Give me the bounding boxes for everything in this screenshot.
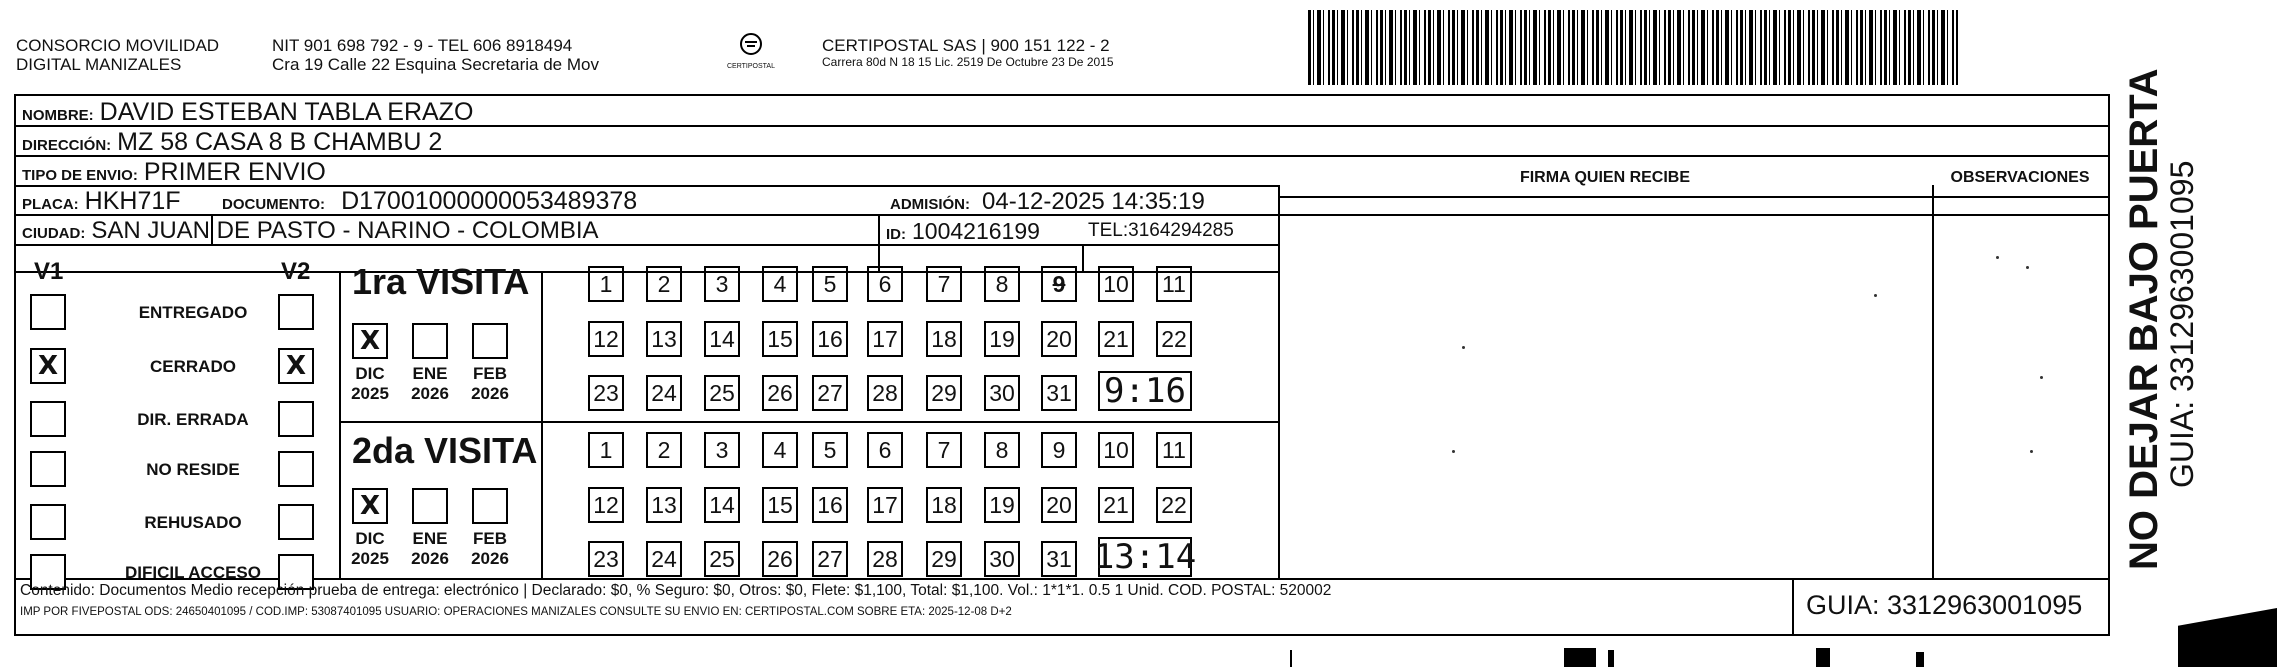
day-box[interactable] [704, 487, 740, 523]
v1-mark: X [37, 351, 59, 381]
placa-value: HKH71F [84, 187, 181, 215]
side-warning: NO DEJAR BAJO PUERTA [2122, 68, 2166, 570]
courier-line1: CERTIPOSTAL SAS | 900 151 122 - 2 [822, 36, 1110, 55]
status-label: DIR. ERRADA [137, 410, 249, 429]
day-box[interactable] [984, 432, 1020, 468]
day-number: 26 [767, 379, 793, 406]
day-number: 27 [817, 379, 843, 406]
status-label: CERRADO [150, 357, 236, 376]
month-mark [414, 490, 446, 522]
day-number: 8 [995, 436, 1009, 463]
admision-row [890, 188, 1205, 216]
day-number: 19 [989, 325, 1015, 352]
day-number: 7 [937, 270, 951, 297]
day-number: 21 [1103, 491, 1129, 518]
v2-mark: X [285, 351, 307, 381]
v2-mark [280, 506, 312, 538]
status-label: DIFICIL ACCESO [124, 563, 261, 582]
month-year: 2025 [351, 384, 389, 403]
day-box[interactable] [1041, 321, 1077, 357]
direccion-label: DIRECCIÓN: [22, 137, 112, 154]
day-box[interactable] [646, 375, 682, 411]
day-number: 9 [1052, 270, 1066, 297]
month-checkbox[interactable] [472, 488, 508, 524]
month-year: 2026 [411, 549, 449, 568]
firma-label: FIRMA QUIEN RECIBE [1519, 169, 1691, 186]
v1-mark [32, 403, 64, 435]
documento-value: D17001000000053489378 [341, 187, 638, 215]
day-box[interactable] [867, 375, 903, 411]
day-box[interactable] [588, 541, 624, 577]
month-mark [474, 490, 506, 522]
day-number: 16 [817, 491, 843, 518]
day-box[interactable] [1098, 321, 1134, 357]
day-number: 23 [593, 379, 619, 406]
ciudad-label: CIUDAD: [22, 225, 86, 242]
day-box[interactable] [762, 432, 798, 468]
day-number: 2 [657, 436, 671, 463]
status-label: NO RESIDE [146, 460, 240, 479]
direccion-value: MZ 58 CASA 8 B CHAMBU 2 [117, 128, 443, 156]
day-number: 3 [715, 436, 729, 463]
admision-value: 04-12-2025 14:35:19 [982, 188, 1205, 215]
day-box[interactable] [812, 432, 848, 468]
day-box[interactable] [812, 266, 848, 302]
v2-label: V2 [281, 258, 311, 285]
month-checkbox[interactable] [352, 323, 388, 359]
documento-row [222, 187, 637, 216]
day-box[interactable] [984, 266, 1020, 302]
footer-guia: GUIA: 3312963001095 [1806, 590, 2083, 620]
day-box[interactable] [588, 266, 624, 302]
day-box[interactable] [1098, 432, 1134, 468]
day-box[interactable] [984, 321, 1020, 357]
day-box[interactable] [646, 432, 682, 468]
id-label: ID: [886, 226, 906, 243]
side-guia: GUIA: 3312963001095 [2164, 160, 2200, 488]
placa-label: PLACA: [22, 196, 79, 213]
v2-mark [280, 403, 312, 435]
day-number: 24 [651, 379, 677, 406]
day-number: 28 [872, 379, 898, 406]
day-number: 20 [1046, 325, 1072, 352]
company-contact [272, 36, 599, 74]
day-number: 10 [1103, 436, 1129, 463]
company-line2: DIGITAL MANIZALES [16, 55, 182, 74]
ciudad-row [22, 217, 599, 245]
month-label [406, 529, 454, 569]
day-number: 15 [767, 491, 793, 518]
day-box[interactable] [984, 375, 1020, 411]
day-number: 29 [931, 545, 957, 572]
month-year: 2026 [471, 384, 509, 403]
day-number: 31 [1046, 379, 1072, 406]
day-box[interactable] [646, 266, 682, 302]
day-box[interactable] [704, 432, 740, 468]
day-box[interactable] [984, 487, 1020, 523]
day-number: 15 [767, 325, 793, 352]
day-box[interactable] [812, 487, 848, 523]
day-number: 30 [989, 379, 1015, 406]
visit-time[interactable]: 9:16 [1098, 371, 1192, 411]
day-number: 12 [593, 325, 619, 352]
day-number: 29 [931, 379, 957, 406]
day-number: 24 [651, 545, 677, 572]
day-box[interactable] [867, 266, 903, 302]
footer-line2: IMP POR FIVEPOSTAL ODS: 24650401095 / COD.IMP: 53087401095 USUARIO: OPERACIONES MANIZALES CONSULTE SU ENVIO EN: CERTIPOSTAL.COM SOBRE ETA: 2025-12-08 D+2 [20, 606, 1012, 618]
v2-checkbox[interactable] [278, 294, 314, 330]
day-number: 16 [817, 325, 843, 352]
day-box[interactable] [867, 321, 903, 357]
v1-checkbox[interactable] [30, 294, 66, 330]
day-number: 3 [715, 270, 729, 297]
day-box[interactable] [1041, 375, 1077, 411]
day-number: 22 [1161, 491, 1187, 518]
day-box[interactable] [646, 487, 682, 523]
day-box[interactable] [984, 541, 1020, 577]
day-box[interactable] [1041, 266, 1077, 302]
scan-artifact [2178, 608, 2277, 667]
footer-line1: Contenido: Documentos Medio recepción prueba de entrega: electrónico | Declarado: $0, % Seguro: $0, Otros: $0, Flete: $1,100, Total: $1,100. Vol.: 1*1*1. 0.5 1 Unid. COD. POSTAL: 520002 [20, 582, 1332, 599]
month-name: DIC [355, 364, 385, 383]
month-checkbox[interactable] [352, 488, 388, 524]
day-box[interactable] [1098, 487, 1134, 523]
id-value: 1004216199 [912, 218, 1040, 244]
day-number: 11 [1162, 436, 1186, 463]
day-box[interactable] [588, 375, 624, 411]
month-checkbox[interactable] [412, 488, 448, 524]
day-number: 10 [1103, 270, 1129, 297]
v1-checkbox[interactable] [30, 348, 66, 384]
day-box[interactable] [812, 375, 848, 411]
month-name: ENE [412, 364, 448, 383]
day-box[interactable] [926, 321, 962, 357]
month-checkbox[interactable] [412, 323, 448, 359]
month-label [346, 364, 394, 404]
direccion-row [22, 128, 442, 157]
day-box[interactable] [646, 541, 682, 577]
day-number: 4 [773, 436, 787, 463]
month-label [466, 529, 514, 569]
month-year: 2025 [351, 549, 389, 568]
status-label: ENTREGADO [138, 303, 248, 322]
day-number: 14 [709, 491, 735, 518]
day-number: 21 [1103, 325, 1129, 352]
month-label [406, 364, 454, 404]
tipo-row [22, 158, 326, 187]
day-number: 12 [593, 491, 619, 518]
day-box[interactable] [926, 541, 962, 577]
nombre-row [22, 98, 473, 127]
day-number: 17 [872, 491, 898, 518]
day-box[interactable] [1156, 266, 1192, 302]
tel-row [1088, 220, 1234, 242]
v2-checkbox[interactable] [278, 401, 314, 437]
day-box[interactable] [588, 321, 624, 357]
day-number: 11 [1162, 270, 1186, 297]
status-label: REHUSADO [144, 513, 242, 532]
day-box[interactable] [926, 432, 962, 468]
day-box[interactable] [704, 266, 740, 302]
address-line: Cra 19 Calle 22 Esquina Secretaria de Mov [272, 55, 599, 74]
day-number: 27 [817, 545, 843, 572]
day-box[interactable] [762, 266, 798, 302]
v1-checkbox[interactable] [30, 504, 66, 540]
day-box[interactable] [704, 541, 740, 577]
courier-logo-icon [736, 32, 766, 58]
day-box[interactable] [704, 321, 740, 357]
day-number: 5 [823, 436, 837, 463]
day-box[interactable] [867, 432, 903, 468]
month-name: FEB [473, 364, 507, 383]
nit-line: NIT 901 698 792 - 9 - TEL 606 8918494 [272, 36, 573, 55]
day-box[interactable] [762, 487, 798, 523]
v1-mark [32, 296, 64, 328]
ciudad-value: SAN JUAN DE PASTO - NARINO - COLOMBIA [91, 217, 599, 244]
id-row [886, 218, 1040, 245]
v2-checkbox[interactable] [278, 348, 314, 384]
day-box[interactable] [1156, 432, 1192, 468]
day-box[interactable] [1041, 432, 1077, 468]
day-number: 25 [709, 379, 735, 406]
v2-checkbox[interactable] [278, 504, 314, 540]
day-number: 31 [1046, 545, 1072, 572]
day-box[interactable] [867, 487, 903, 523]
day-box[interactable] [588, 432, 624, 468]
placa-row [22, 187, 181, 216]
day-number: 20 [1046, 491, 1072, 518]
day-box[interactable] [926, 266, 962, 302]
month-checkbox[interactable] [472, 323, 508, 359]
tipo-label: TIPO DE ENVIO: [22, 167, 138, 184]
day-box[interactable] [926, 487, 962, 523]
observaciones-label: OBSERVACIONES [1950, 169, 2090, 186]
visit2-title: 2da VISITA [352, 430, 538, 471]
v1-mark [32, 506, 64, 538]
day-box[interactable] [926, 375, 962, 411]
day-number: 18 [931, 491, 957, 518]
day-number: 9 [1052, 436, 1066, 463]
v2-mark [280, 453, 312, 485]
month-year: 2026 [471, 549, 509, 568]
day-number: 28 [872, 545, 898, 572]
tel-value: 3164294285 [1128, 220, 1234, 241]
visit-time[interactable]: 13:14 [1093, 537, 1197, 577]
day-box[interactable] [588, 487, 624, 523]
company-name [16, 36, 219, 74]
v2-mark [280, 296, 312, 328]
day-box[interactable] [1156, 487, 1192, 523]
day-box[interactable] [762, 541, 798, 577]
logo-caption: CERTIPOSTAL [727, 63, 775, 70]
day-box[interactable] [762, 375, 798, 411]
v1-mark [32, 453, 64, 485]
day-box[interactable] [1041, 541, 1077, 577]
v2-checkbox[interactable] [278, 451, 314, 487]
day-number: 1 [599, 436, 613, 463]
visit1-title: 1ra VISITA [352, 261, 530, 302]
courier-logo [716, 32, 786, 70]
day-box[interactable] [867, 541, 903, 577]
day-box[interactable] [704, 375, 740, 411]
month-name: ENE [412, 529, 448, 548]
day-number: 26 [767, 545, 793, 572]
month-mark [474, 325, 506, 357]
month-name: FEB [473, 529, 507, 548]
day-number: 13 [651, 325, 677, 352]
month-label [346, 529, 394, 569]
day-number: 13 [651, 491, 677, 518]
day-number: 25 [709, 545, 735, 572]
day-number: 14 [709, 325, 735, 352]
nombre-value: DAVID ESTEBAN TABLA ERAZO [99, 98, 474, 126]
admision-label: ADMISIÓN: [890, 196, 970, 213]
day-number: 4 [773, 270, 787, 297]
tipo-value: PRIMER ENVIO [143, 158, 326, 186]
day-number: 18 [931, 325, 957, 352]
v1-checkbox[interactable] [30, 451, 66, 487]
month-label [466, 364, 514, 404]
day-number: 1 [599, 270, 613, 297]
company-line1: CONSORCIO MOVILIDAD [16, 36, 220, 55]
month-mark: X [359, 326, 381, 356]
day-number: 23 [593, 545, 619, 572]
day-box[interactable] [1041, 487, 1077, 523]
day-number: 5 [823, 270, 837, 297]
month-mark: X [359, 491, 381, 521]
day-box[interactable] [1156, 321, 1192, 357]
day-number: 30 [989, 545, 1015, 572]
day-number: 7 [937, 436, 951, 463]
day-number: 17 [872, 325, 898, 352]
day-number: 2 [657, 270, 671, 297]
delivery-form [14, 94, 2110, 636]
day-number: 22 [1161, 325, 1187, 352]
nombre-label: NOMBRE: [22, 107, 94, 124]
day-number: 6 [878, 270, 892, 297]
v1-label: V1 [34, 258, 64, 285]
month-mark [414, 325, 446, 357]
day-number: 6 [878, 436, 892, 463]
v1-checkbox[interactable] [30, 401, 66, 437]
day-box[interactable] [646, 321, 682, 357]
courier-line2: Carrera 80d N 18 15 Lic. 2519 De Octubre 23 De 2015 [822, 55, 1114, 69]
courier-info [822, 36, 1114, 70]
day-box[interactable] [812, 541, 848, 577]
month-year: 2026 [411, 384, 449, 403]
day-box[interactable] [1098, 266, 1134, 302]
day-box[interactable] [812, 321, 848, 357]
day-number: 19 [989, 491, 1015, 518]
month-name: DIC [355, 529, 385, 548]
day-number: 8 [995, 270, 1009, 297]
day-box[interactable] [762, 321, 798, 357]
documento-label: DOCUMENTO: [222, 196, 326, 213]
barcode [1308, 10, 1958, 85]
tel-label: TEL: [1088, 220, 1129, 241]
